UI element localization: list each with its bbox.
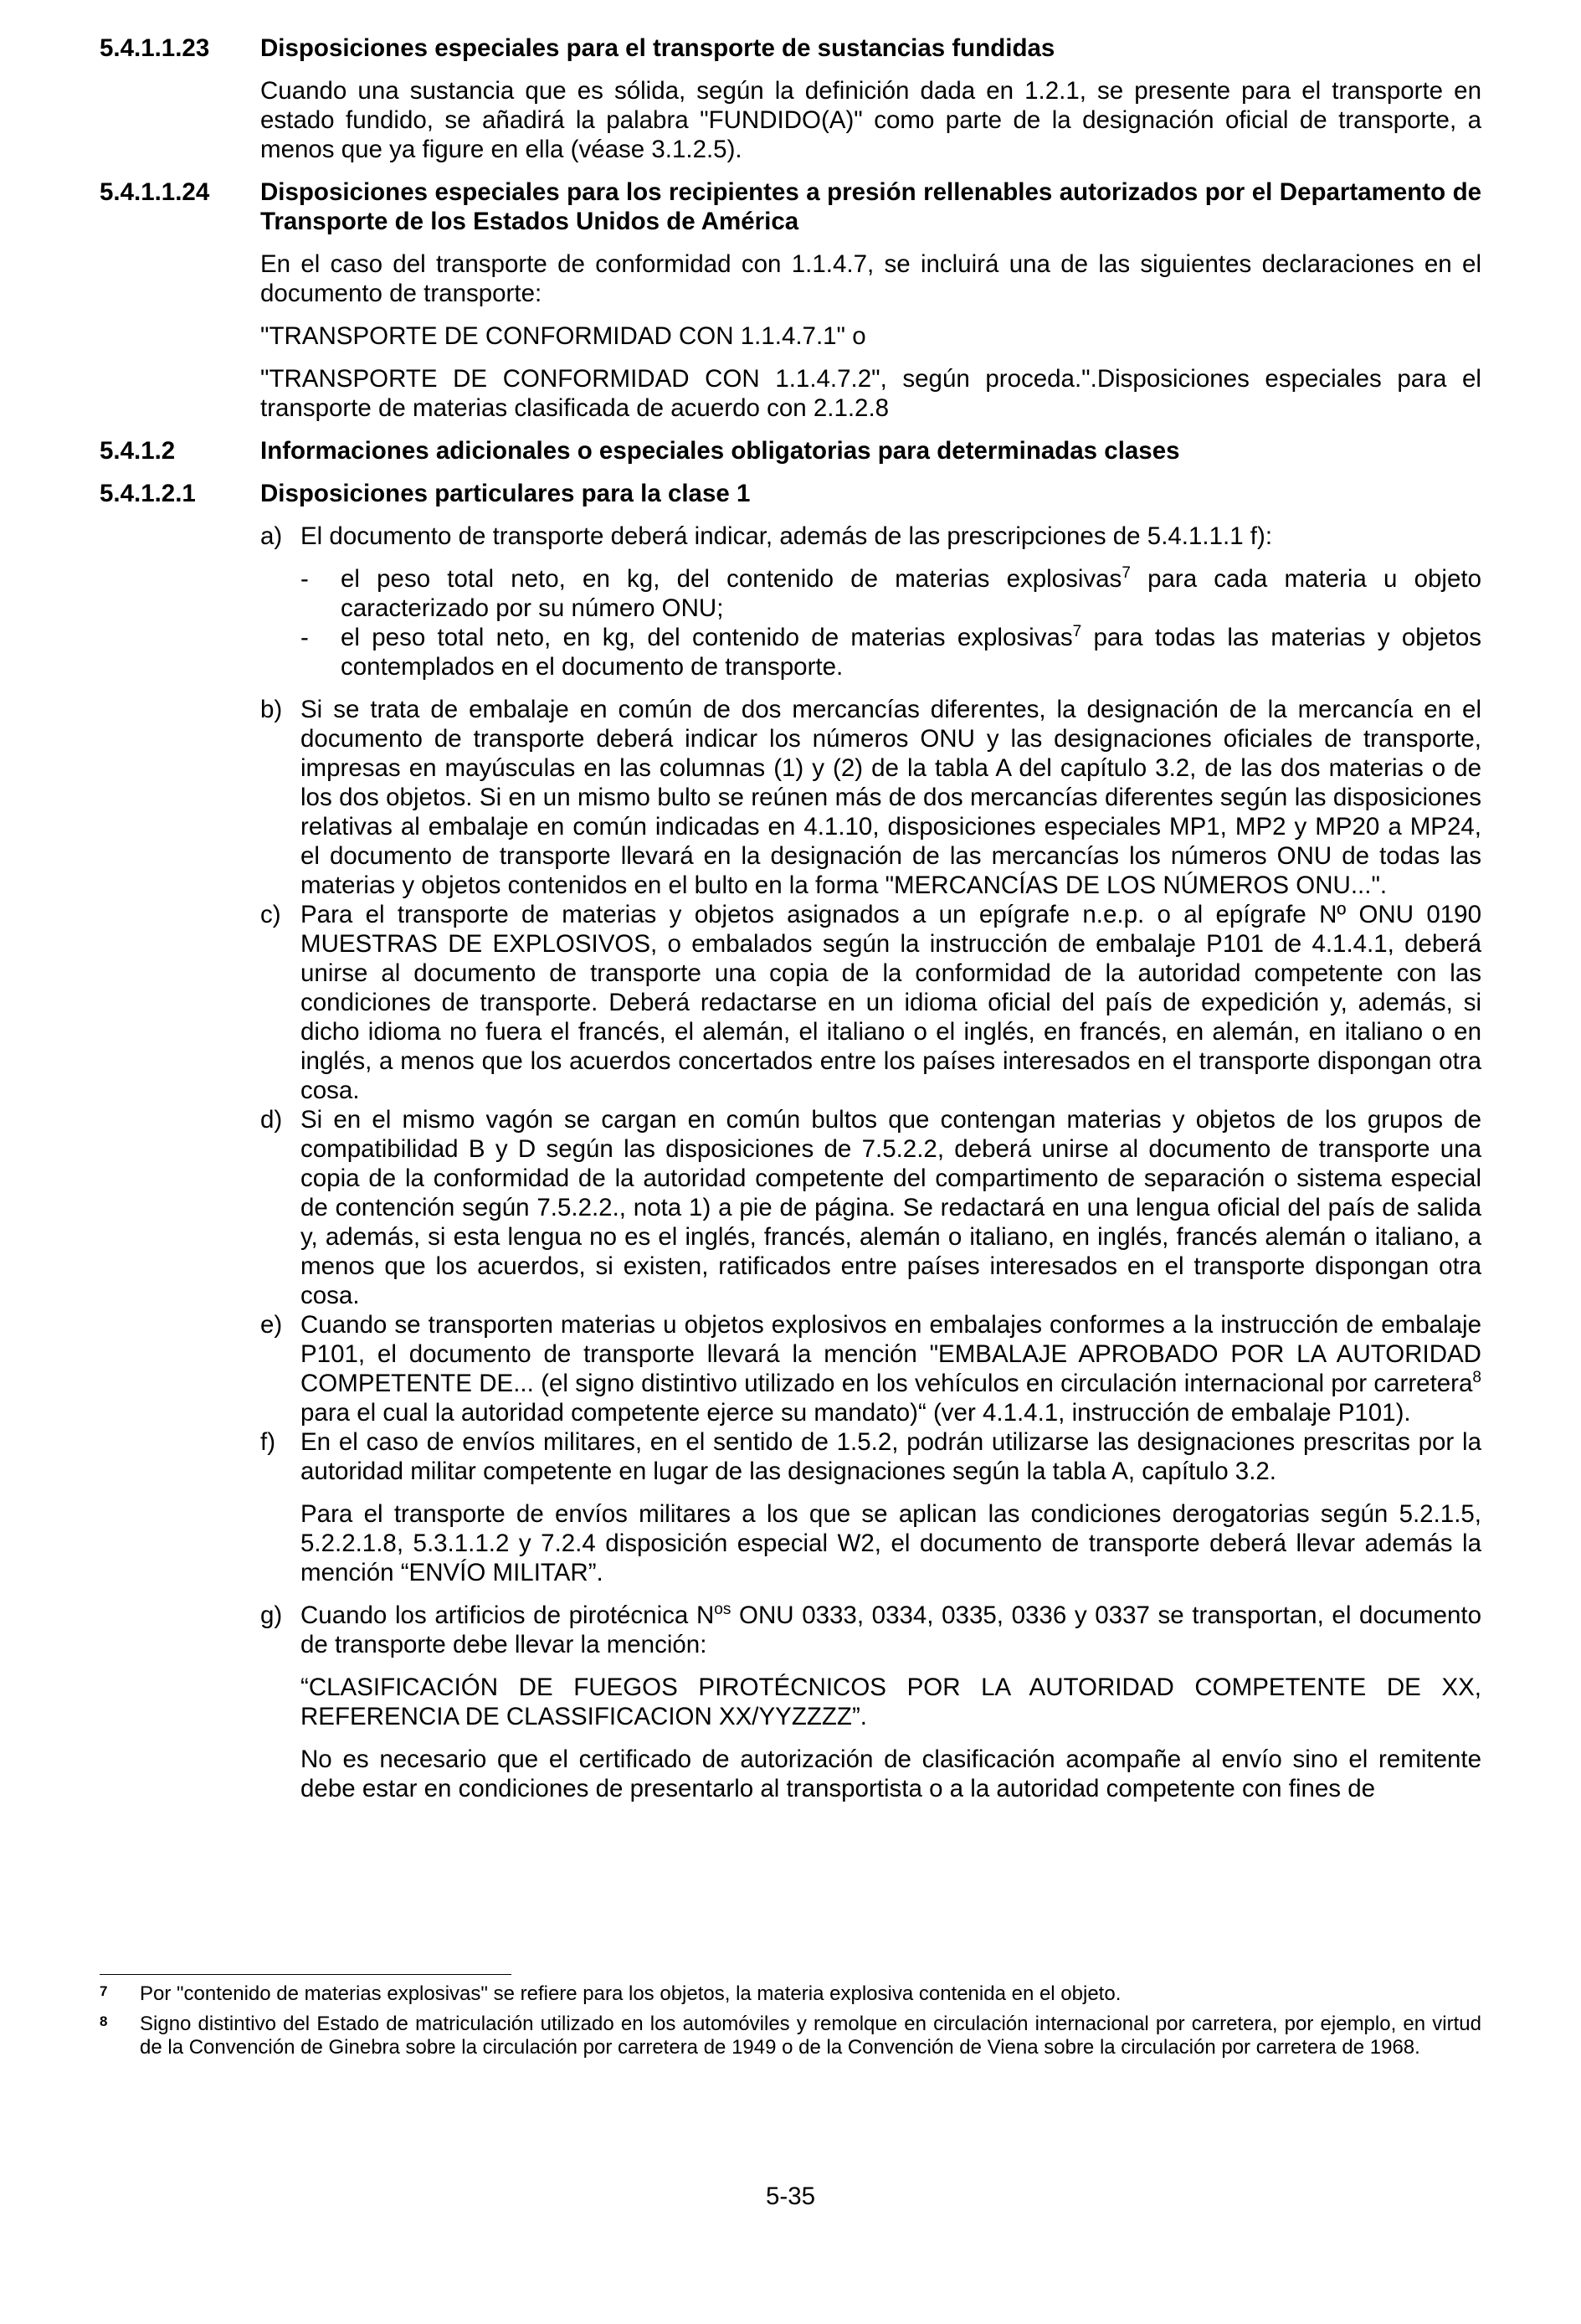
section-heading: Disposiciones particulares para la clase 1 xyxy=(260,480,751,507)
list-text xyxy=(300,1310,1481,1427)
list-label: f) xyxy=(260,1428,276,1456)
paragraph: No es necesario que el certificado de autorización de clasificación acompañe al envío sino el remitente debe estar en condiciones de presentarlo al transportista o a la autoridad competente con fines de xyxy=(300,1746,1481,1802)
list-text-part: Cuando se transporten materias u objetos explosivos en embalajes conformes a la instrucción de embalaje P101, el documento de transporte llevará la mención "EMBALAJE APROBADO POR LA AUTORIDAD COMPETENTE DE... (el signo distintivo utilizado en los vehículos en circulación internacional por carretera xyxy=(300,1311,1481,1397)
list-item-f xyxy=(260,1427,1481,1486)
section-heading: Disposiciones especiales para el transporte de sustancias fundidas xyxy=(260,34,1055,62)
quote-paragraph: “CLASIFICACIÓN DE FUEGOS PIROTÉCNICOS POR LA AUTORIDAD COMPETENTE DE XX, REFERENCIA DE CLASSIFICACION XX/YYZZZZ”. xyxy=(300,1674,1481,1730)
list-label: g) xyxy=(260,1602,283,1629)
list-text: Para el transporte de materias y objetos asignados a un epígrafe n.e.p. o al epígrafe Nº ONU 0190 MUESTRAS DE EXPLOSIVOS, o embalados según la instrucción de embalaje P101 de 4.1.4.1, deberá unirse al documento de transporte una copia de la conformidad de la autoridad competente con las condiciones de transporte. Deberá redactarse en un idioma oficial del país de expedición y, además, si dicho idioma no fuera el francés, el alemán, el italiano o el inglés, en francés, en alemán, en italiano o en inglés, a menos que los acuerdos concertados entre los países interesados en el transporte dispongan otra cosa. xyxy=(300,901,1481,1104)
list-label: a) xyxy=(260,522,283,550)
section-heading: Informaciones adicionales o especiales obligatorias para determinadas clases xyxy=(260,437,1180,465)
sub-list xyxy=(260,564,1481,681)
dash-text: para todas las materias y objetos contemplados en el documento de transporte. xyxy=(341,624,1481,681)
list-text-part: Cuando los artificios de pirotécnica N xyxy=(300,1602,715,1629)
list-label: e) xyxy=(260,1311,283,1339)
list-item-b xyxy=(260,695,1481,900)
footnotes xyxy=(100,1982,1481,2066)
superscript: os xyxy=(714,1601,731,1619)
dash-text: el peso total neto, en kg, del contenido de materias explosivas xyxy=(341,624,1073,651)
section-5-4-1-1-23 xyxy=(100,33,1481,164)
list-item-e xyxy=(260,1310,1481,1427)
dash-marker: - xyxy=(300,565,309,593)
list-text-part: para el cual la autoridad competente ejerce su mandato)“ (ver 4.1.4.1, instrucción de embalaje P101). xyxy=(300,1399,1411,1427)
footnote-ref: 8 xyxy=(1472,1369,1481,1387)
footnote-text: Por "contenido de materias explosivas" se refiere para los objetos, la materia explosiva contenida en el objeto. xyxy=(140,1982,1122,2005)
paragraph: "TRANSPORTE DE CONFORMIDAD CON 1.1.4.7.1" o xyxy=(260,322,866,350)
page-number: 5-35 xyxy=(765,2183,816,2210)
list-text-part: ONU 0333, 0334, 0335, 0336 y 0337 se transportan, el documento de transporte debe llevar la mención: xyxy=(300,1602,1481,1658)
section-heading: Disposiciones especiales para los recipientes a presión rellenables autorizados por el Departamento de Transporte de los Estados Unidos de América xyxy=(260,178,1481,235)
footnote xyxy=(100,1982,1481,2006)
footnote xyxy=(100,2013,1481,2059)
list-label: d) xyxy=(260,1106,283,1134)
list-text: El documento de transporte deberá indicar, además de las prescripciones de 5.4.1.1.1 f): xyxy=(300,522,1273,550)
section-number: 5.4.1.1.24 xyxy=(100,178,210,206)
dash-item xyxy=(300,623,1481,681)
footnote-separator xyxy=(100,1974,511,1975)
paragraph: Para el transporte de envíos militares a los que se aplican las condiciones derogatorias según 5.2.1.5, 5.2.2.1.8, 5.3.1.1.2 y 7.2.4 disposición especial W2, el documento de transporte deberá llevar además la mención “ENVÍO MILITAR”. xyxy=(300,1500,1481,1586)
list-text: Si se trata de embalaje en común de dos mercancías diferentes, la designación de la mercancía en el documento de transporte deberá indicar los números ONU y las designaciones oficiales de transporte, impresas en mayúsculas en las columnas (1) y (2) de la tabla A del capítulo 3.2, de las dos materias o de los dos objetos. Si en un mismo bulto se reúnen más de dos mercancías diferentes según las disposiciones relativas al embalaje en común indicadas en 4.1.10, disposiciones especiales MP1, MP2 y MP20 a MP24, el documento de transporte llevará en la designación de las mercancías los números ONU de todas las materias y objetos contenidos en el bulto en la forma "MERCANCÍAS DE LOS NÚMEROS ONU...". xyxy=(300,696,1481,899)
dash-text: el peso total neto, en kg, del contenido de materias explosivas xyxy=(341,565,1122,593)
footnote-ref: 7 xyxy=(1072,623,1082,641)
list-text xyxy=(300,1601,1481,1659)
section-5-4-1-1-24 xyxy=(100,177,1481,423)
list-text: En el caso de envíos militares, en el sentido de 1.5.2, podrán utilizarse las designaciones prescritas por la autoridad militar competente en lugar de las designaciones según la tabla A, capítulo 3.2. xyxy=(300,1428,1481,1485)
dash-marker: - xyxy=(300,624,309,651)
footnote-number: 7 xyxy=(100,1983,108,1999)
paragraph: En el caso del transporte de conformidad con 1.1.4.7, se incluirá una de las siguientes declaraciones en el documento de transporte: xyxy=(260,250,1481,307)
list-item-c xyxy=(260,900,1481,1105)
document-page xyxy=(100,33,1481,1803)
paragraph: "TRANSPORTE DE CONFORMIDAD CON 1.1.4.7.2", según proceda.".Disposiciones especiales para el transporte de materias clasificada de acuerdo con 2.1.2.8 xyxy=(260,365,1481,422)
list-text: Si en el mismo vagón se cargan en común bultos que contengan materias y objetos de los grupos de compatibilidad B y D según las disposiciones de 7.5.2.2, deberá unirse al documento de transporte una copia de la conformidad de la autoridad competente del compartimento de separación o sistema especial de contención según 7.5.2.2., nota 1) a pie de página. Se redactará en una lengua oficial del país de salida y, además, si esta lengua no es el inglés, francés, alemán o italiano, en inglés, francés alemán o italiano, a menos que los acuerdos, si existen, ratificados entre países interesados en el transporte dispongan otra cosa. xyxy=(300,1106,1481,1309)
list-label: c) xyxy=(260,901,281,928)
footnote-number: 8 xyxy=(100,2013,108,2029)
paragraph: Cuando una sustancia que es sólida, según la definición dada en 1.2.1, se presente para el transporte en estado fundido, se añadirá la palabra "FUNDIDO(A)" como parte de la designación oficial de transporte, a menos que ya figure en ella (véase 3.1.2.5). xyxy=(260,77,1481,163)
footnote-ref: 7 xyxy=(1122,564,1131,583)
dash-text: para cada materia u objeto caracterizado por su número ONU; xyxy=(341,565,1481,622)
list-item-g xyxy=(260,1601,1481,1659)
section-number: 5.4.1.1.23 xyxy=(100,34,210,62)
section-number: 5.4.1.2.1 xyxy=(100,480,196,507)
list-label: b) xyxy=(260,696,283,723)
list-item-d xyxy=(260,1105,1481,1310)
footnote-text: Signo distintivo del Estado de matriculación utilizado en los automóviles y remolque en circulación internacional por carretera, por ejemplo, en virtud de la Convención de Ginebra sobre la circulación por carretera de 1949 o de la Convención de Viena sobre la circulación por carretera de 1968. xyxy=(140,2013,1481,2059)
section-5-4-1-2-1 xyxy=(100,479,1481,1803)
section-number: 5.4.1.2 xyxy=(100,437,176,465)
section-5-4-1-2 xyxy=(100,436,1481,465)
list-item-a xyxy=(260,522,1481,551)
dash-item xyxy=(300,564,1481,623)
